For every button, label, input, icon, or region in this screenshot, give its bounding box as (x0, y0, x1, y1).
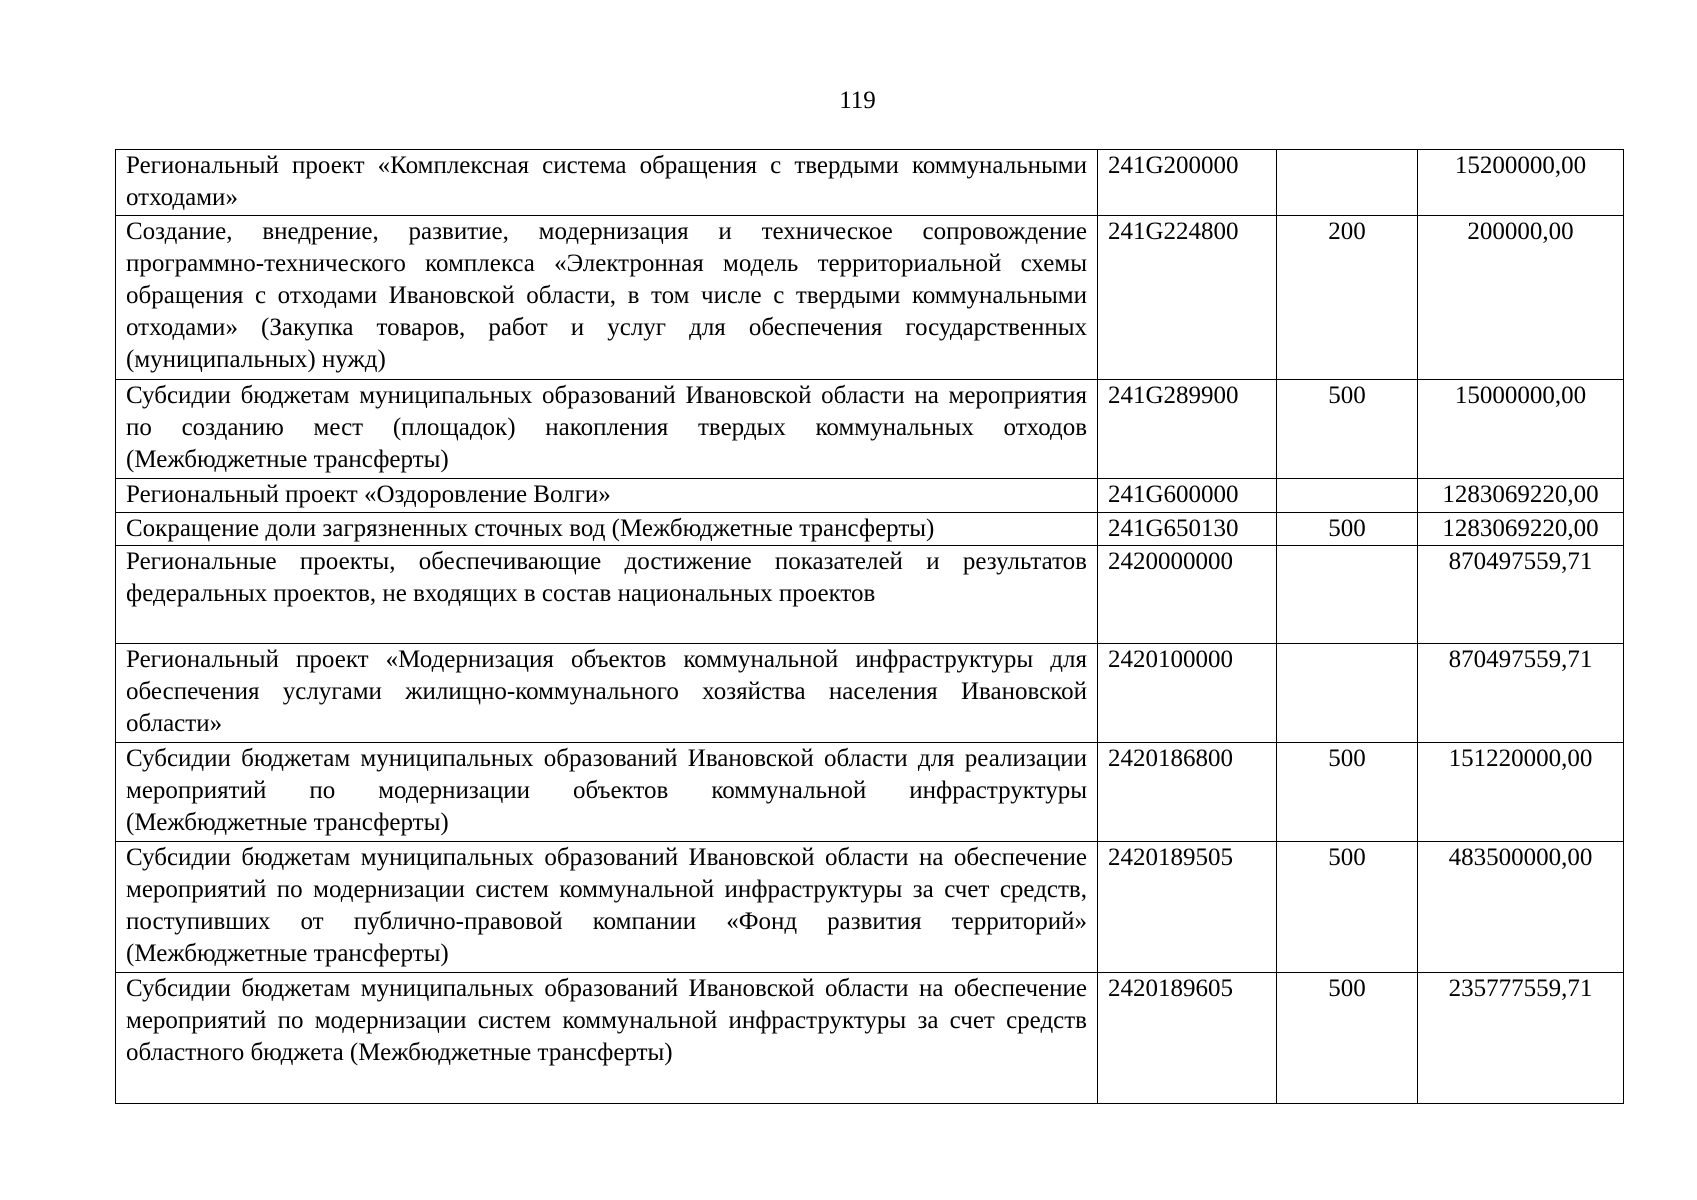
row-name: Субсидии бюджетам муниципальных образований Ивановской области на обеспечение мероприятий по модернизации систем коммунальной инфраструктуры за счет средств, поступивших от публично-правовой компании «Фонд развития территорий» (Межбюджетные трансферты) (116, 842, 1098, 973)
row-type (1277, 546, 1418, 644)
table-row (116, 743, 1624, 842)
row-name: Субсидии бюджетам муниципальных образований Ивановской области на обеспечение мероприятий по модернизации систем коммунальной инфраструктуры за счет средств областного бюджета (Межбюджетные трансферты) (116, 973, 1098, 1104)
row-type (1277, 150, 1418, 216)
table-row (116, 479, 1624, 513)
row-type: 500 (1277, 842, 1418, 973)
row-name: Региональный проект «Комплексная система обращения с твердыми коммунальными отходами» (116, 150, 1098, 216)
row-type: 500 (1277, 743, 1418, 842)
row-code: 241G600000 (1098, 479, 1277, 513)
row-code: 2420189505 (1098, 842, 1277, 973)
row-sum: 15000000,00 (1418, 380, 1624, 479)
row-code: 2420100000 (1098, 644, 1277, 743)
budget-table (115, 149, 1624, 1104)
table-row (116, 644, 1624, 743)
row-type (1277, 479, 1418, 513)
row-code: 2420000000 (1098, 546, 1277, 644)
row-name: Региональный проект «Модернизация объектов коммунальной инфраструктуры для обеспечения услугами жилищно-коммунального хозяйства населения Ивановской области» (116, 644, 1098, 743)
row-type: 500 (1277, 973, 1418, 1104)
table-row (116, 150, 1624, 216)
table-row (116, 216, 1624, 380)
table-row (116, 513, 1624, 546)
row-sum: 1283069220,00 (1418, 479, 1624, 513)
row-code: 241G289900 (1098, 380, 1277, 479)
row-name: Создание, внедрение, развитие, модернизация и техническое сопровождение программно-технического комплекса «Электронная модель территориальной схемы обращения с отходами Ивановской области, в том числе с твердыми коммунальными отходами» (Закупка товаров, работ и услуг для обеспечения государственных (муниципальных) нужд) (116, 216, 1098, 380)
row-name: Региональный проект «Оздоровление Волги» (116, 479, 1098, 513)
row-code: 241G224800 (1098, 216, 1277, 380)
row-name: Субсидии бюджетам муниципальных образований Ивановской области для реализации мероприятий по модернизации объектов коммунальной инфраструктуры (Межбюджетные трансферты) (116, 743, 1098, 842)
page-number: 119 (839, 87, 876, 114)
row-sum: 235777559,71 (1418, 973, 1624, 1104)
row-sum: 483500000,00 (1418, 842, 1624, 973)
row-sum: 151220000,00 (1418, 743, 1624, 842)
row-code: 241G650130 (1098, 513, 1277, 546)
row-name: Сокращение доли загрязненных сточных вод (Межбюджетные трансферты) (116, 513, 1098, 546)
row-name: Региональные проекты, обеспечивающие достижение показателей и результатов федеральных проектов, не входящих в состав национальных проектов (116, 546, 1098, 644)
row-type (1277, 644, 1418, 743)
row-sum: 870497559,71 (1418, 546, 1624, 644)
row-sum: 1283069220,00 (1418, 513, 1624, 546)
table-row (116, 546, 1624, 644)
row-sum: 870497559,71 (1418, 644, 1624, 743)
table-row (116, 380, 1624, 479)
row-sum: 200000,00 (1418, 216, 1624, 380)
row-type: 500 (1277, 380, 1418, 479)
row-code: 2420186800 (1098, 743, 1277, 842)
row-sum: 15200000,00 (1418, 150, 1624, 216)
row-code: 2420189605 (1098, 973, 1277, 1104)
table-row (116, 973, 1624, 1104)
table-row (116, 842, 1624, 973)
row-name: Субсидии бюджетам муниципальных образований Ивановской области на мероприятия по созданию мест (площадок) накопления твердых коммунальных отходов (Межбюджетные трансферты) (116, 380, 1098, 479)
row-type: 500 (1277, 513, 1418, 546)
row-code: 241G200000 (1098, 150, 1277, 216)
row-type: 200 (1277, 216, 1418, 380)
